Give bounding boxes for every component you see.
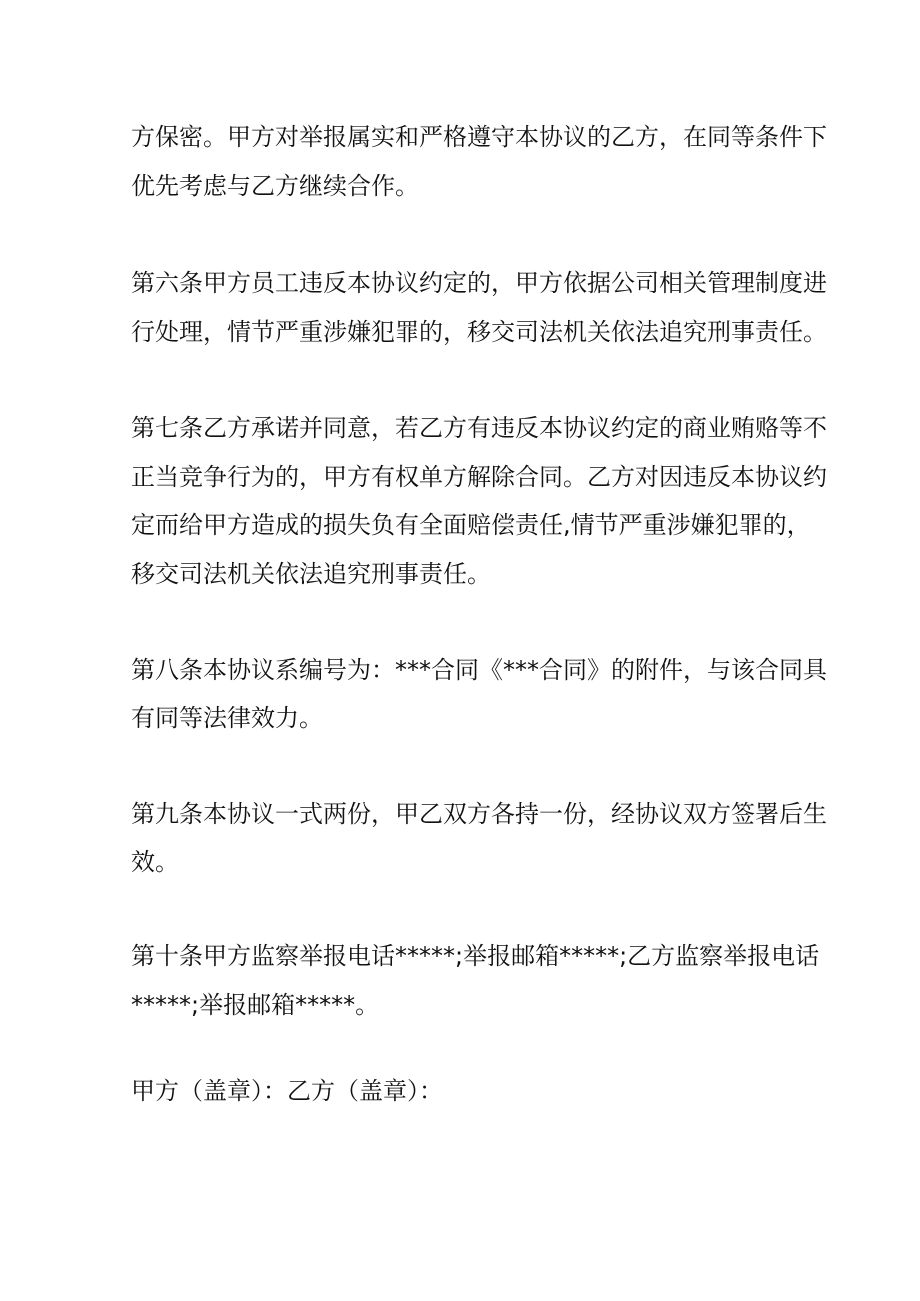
article-10-line-2: *****;举报邮箱*****。 xyxy=(131,991,380,1019)
article-9-line-2: 效。 xyxy=(131,848,179,876)
article-6-line-1: 第六条甲方员工违反本协议约定的，甲方依据公司相关管理制度进 xyxy=(131,269,827,297)
article-7-line-4: 移交司法机关依法追究刑事责任。 xyxy=(131,560,491,588)
paragraph-1-line-2: 优先考虑与乙方继续合作。 xyxy=(131,172,419,200)
article-8-line-2: 有同等法律效力。 xyxy=(131,704,323,732)
article-9-line-1: 第九条本协议一式两份，甲乙双方各持一份，经协议双方签署后生 xyxy=(131,800,827,828)
article-7-line-2: 正当竞争行为的，甲方有权单方解除合同。乙方对因违反本协议约 xyxy=(131,463,827,491)
paragraph-1-line-1: 方保密。甲方对举报属实和严格遵守本协议的乙方，在同等条件下 xyxy=(131,123,827,151)
article-7-line-1: 第七条乙方承诺并同意，若乙方有违反本协议约定的商业贿赂等不 xyxy=(131,414,827,442)
article-6-line-2: 行处理，情节严重涉嫌犯罪的，移交司法机关依法追究刑事责任。 xyxy=(131,318,827,346)
signature-line: 甲方（盖章）：乙方（盖章）： xyxy=(131,1077,443,1105)
article-8-line-1: 第八条本协议系编号为：***合同《***合同》的附件，与该合同具 xyxy=(131,656,827,684)
article-10-line-1: 第十条甲方监察举报电话*****;举报邮箱*****;乙方监察举报电话 xyxy=(131,942,820,970)
article-7-line-3: 定而给甲方造成的损失负有全面赔偿责任,情节严重涉嫌犯罪的， xyxy=(131,511,811,539)
